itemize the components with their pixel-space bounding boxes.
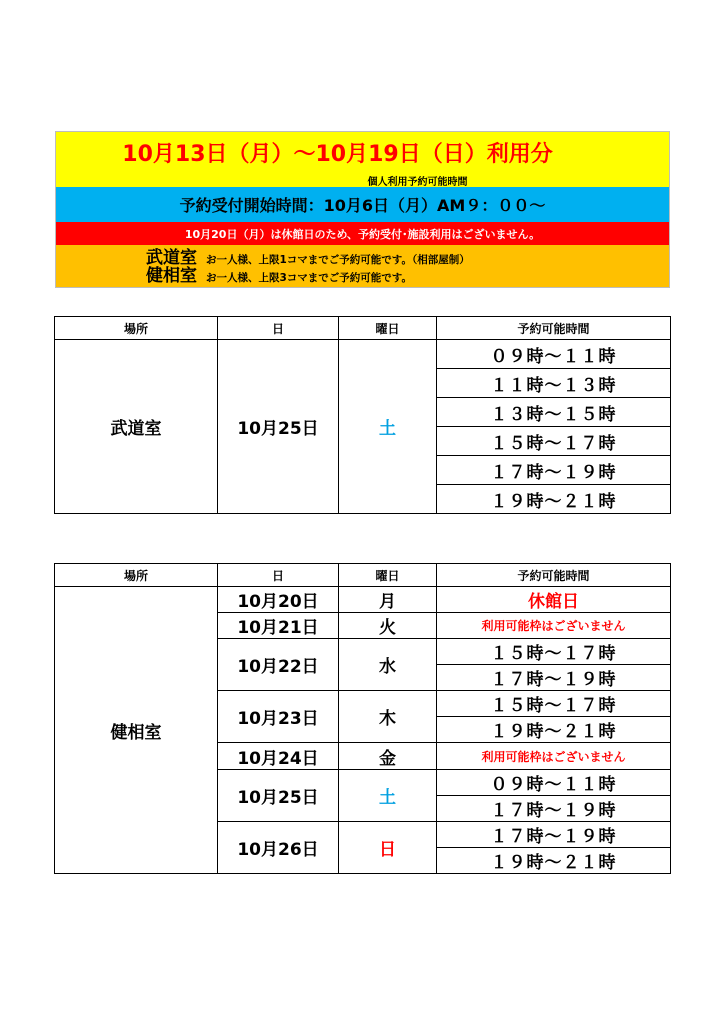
date-cell: 10月25日 [218, 340, 339, 514]
banner-subtitle: 個人利用予約可能時間 [56, 173, 669, 187]
time-slot: ０９時〜１１時 [437, 340, 671, 369]
notice-banner [55, 131, 670, 288]
closed-label: 休館日 [437, 587, 671, 613]
date-cell: 10月20日 [218, 587, 339, 613]
header-day: 日 [218, 564, 339, 587]
date-cell: 10月26日 [218, 822, 339, 874]
header-weekday: 曜日 [339, 317, 437, 340]
closed-notice: 10月20日（月）は休館日のため、予約受付･施設利用はございません。 [56, 222, 669, 245]
header-time: 予約可能時間 [437, 317, 671, 340]
rule-kenso [146, 268, 669, 286]
header-place: 場所 [55, 317, 218, 340]
period-title: 10月13日（月）〜10月19日（日）利用分 [56, 132, 669, 173]
time-slot: １５時〜１７時 [437, 691, 671, 717]
room-name: 健相室 [55, 587, 218, 874]
table-row [55, 587, 671, 613]
weekday-cell: 金 [339, 743, 437, 770]
time-slot: １５時〜１７時 [437, 427, 671, 456]
time-slot: １９時〜２１時 [437, 848, 671, 874]
time-slot: １１時〜１３時 [437, 369, 671, 398]
date-cell: 10月22日 [218, 639, 339, 691]
date-cell: 10月21日 [218, 613, 339, 639]
budo-schedule-table [54, 316, 671, 514]
header-day: 日 [218, 317, 339, 340]
time-slot: １７時〜１９時 [437, 456, 671, 485]
no-slots-label: 利用可能枠はございません [437, 613, 671, 639]
date-cell: 10月25日 [218, 770, 339, 822]
rule-room: 武道室 [146, 248, 197, 268]
booking-rules [56, 245, 669, 287]
weekday-cell: 水 [339, 639, 437, 691]
table-row [55, 340, 671, 369]
rule-text: お一人様、上限3コマまでご予約可能です。 [206, 272, 412, 284]
time-slot: １３時〜１５時 [437, 398, 671, 427]
weekday-cell: 日 [339, 822, 437, 874]
time-slot: １９時〜２１時 [437, 485, 671, 514]
reception-start: 予約受付開始時間：10月6日（月）AM９：００〜 [56, 187, 669, 222]
weekday-cell: 火 [339, 613, 437, 639]
header-time: 予約可能時間 [437, 564, 671, 587]
time-slot: ０９時〜１１時 [437, 770, 671, 796]
table-header-row [55, 317, 671, 340]
rule-text: お一人様、上限1コマまでご予約可能です。（相部屋制） [206, 254, 470, 266]
weekday-cell: 土 [339, 770, 437, 822]
time-slot: １７時〜１９時 [437, 822, 671, 848]
time-slot: １５時〜１７時 [437, 639, 671, 665]
weekday-cell: 木 [339, 691, 437, 743]
weekday-cell: 土 [339, 340, 437, 514]
time-slot: １７時〜１９時 [437, 665, 671, 691]
rule-budo [146, 250, 669, 268]
date-cell: 10月23日 [218, 691, 339, 743]
time-slot: １７時〜１９時 [437, 796, 671, 822]
no-slots-label: 利用可能枠はございません [437, 743, 671, 770]
date-cell: 10月24日 [218, 743, 339, 770]
header-place: 場所 [55, 564, 218, 587]
time-slot: １９時〜２１時 [437, 717, 671, 743]
header-weekday: 曜日 [339, 564, 437, 587]
rule-room: 健相室 [146, 266, 197, 286]
table-header-row [55, 564, 671, 587]
weekday-cell: 月 [339, 587, 437, 613]
room-name: 武道室 [55, 340, 218, 514]
kenso-schedule-table [54, 563, 671, 874]
